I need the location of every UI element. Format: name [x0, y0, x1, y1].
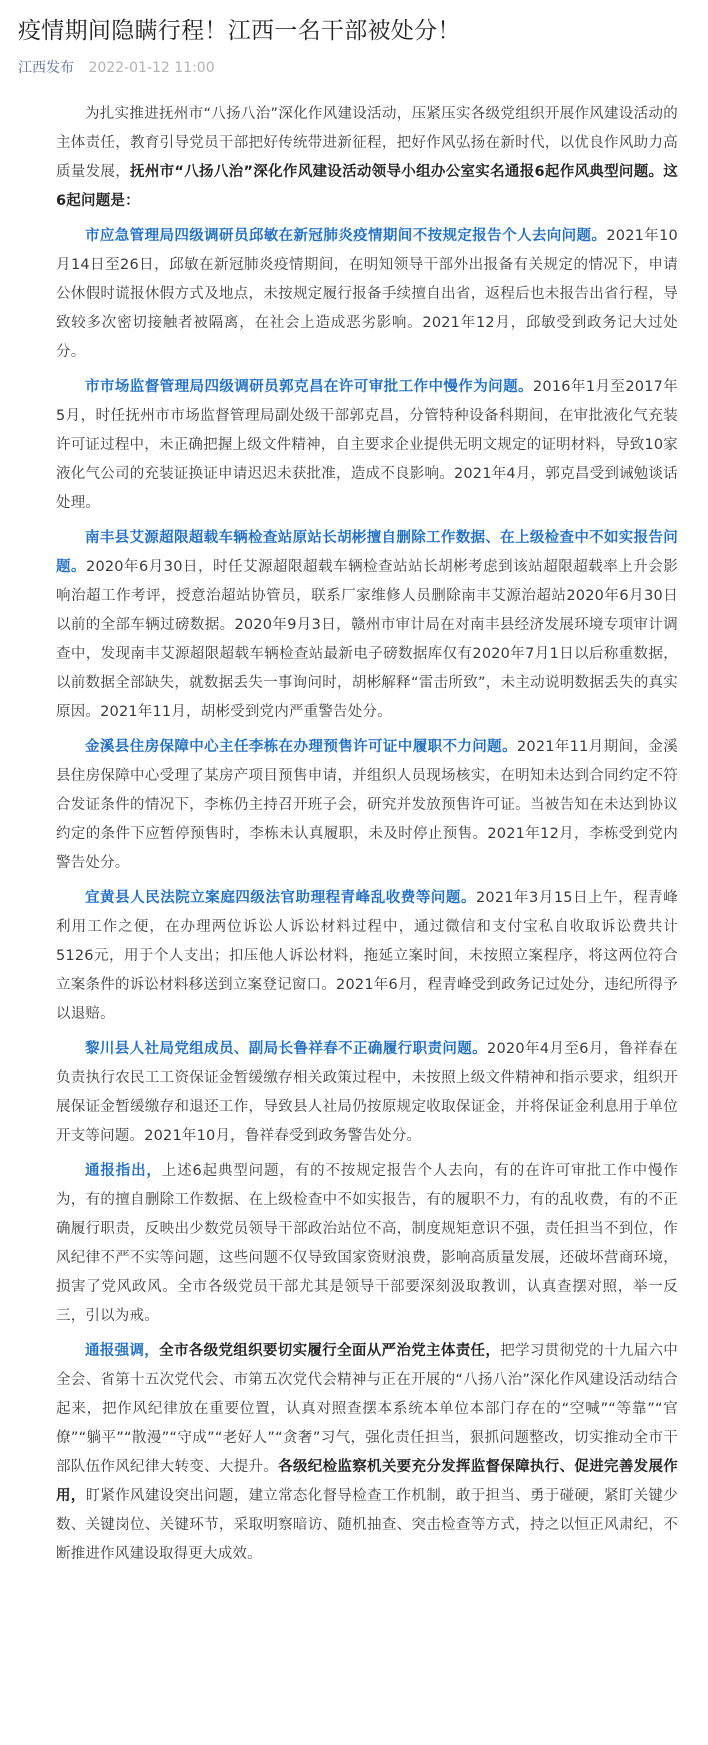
paragraph-text: 2021年3月15日上午，程青峰利用工作之便，在办理两位诉讼人诉讼材料过程中，通过微信和支付宝私自收取诉讼费共计5126元，用于个人支出；扣压他人诉讼材料，拖延立案时间，未按照立案程序，将这两位符合立案条件的诉讼材料移送到立案登记窗口。2021年6月，程青峰受到政务记过处分，违纪所得予以退赔。: [56, 890, 678, 1022]
paragraph-emphasis: 抚州市“八扬八治”深化作风建设活动领导小组办公室实名通报6起作风典型问题。这6起问题是：: [56, 164, 679, 209]
case-heading: 宜黄县人民法院立案庭四级法官助理程青峰乱收费等问题。: [85, 890, 476, 906]
notice-heading: 通报强调，: [85, 1343, 160, 1359]
paragraph-text: 2021年10月14日至26日，邱敏在新冠肺炎疫情期间，在明知领导干部外出报备有关规定的情况下，申请公休假时谎报休假方式及地点，未按规定履行报备手续擅自出省，返程后也未报告出省行程，导致较多次密切接触者被隔离，在社会上造成恶劣影响。2021年12月，邱敏受到政务记大过处分。: [56, 228, 678, 360]
article-meta: [18, 58, 690, 78]
paragraph: [56, 1035, 678, 1151]
paragraph-emphasis: 全市各级党组织要切实履行全面从严治党主体责任，: [159, 1343, 501, 1359]
case-heading: 市应急管理局四级调研员邱敏在新冠肺炎疫情期间不按规定报告个人去向问题。: [85, 228, 607, 244]
case-heading: 南丰县艾源超限超载车辆检查站原站长胡彬擅自删除工作数据、在上级检查中不如实报告问题。: [56, 530, 678, 575]
paragraph: [56, 1337, 678, 1569]
paragraph-text: 上述6起典型问题，有的不按规定报告个人去向，有的在许可审批工作中慢作为，有的擅自删除工作数据、在上级检查中不如实报告，有的履职不力，有的乱收费，有的不正确履行职责，反映出少数党员领导干部政治站位不高，制度规矩意识不强，责任担当不到位，作风纪律不严不实等问题，这些问题不仅导致国家资财浪费，影响高质量发展，还破坏营商环境，损害了党风政风。全市各级党员干部尤其是领导干部要深刻汲取教训，认真查摆对照，举一反三，引以为戒。: [56, 1163, 679, 1324]
paragraph-emphasis: 各级纪检监察机关要充分发挥监督保障执行、促进完善发展作用，: [56, 1459, 678, 1504]
paragraph: [56, 100, 678, 216]
paragraph: [56, 884, 678, 1029]
paragraph-text: 2020年6月30日，时任艾源超限超载车辆检查站站长胡彬考虑到该站超限超载率上升会影响治超工作考评，授意治超站协管员，联系厂家维修人员删除南丰艾源治超站2020年6月30日以前的全部车辆过磅数据。2020年9月3日，赣州市审计局在对南丰县经济发展环境专项审计调查中，发现南丰艾源超限超载车辆检查站最新电子磅数据库仅有2020年7月1日以后称重数据，以前数据全部缺失，就数据丢失一事询问时，胡彬解释“雷击所致”，未主动说明数据丢失的真实原因。2021年11月，胡彬受到党内严重警告处分。: [56, 559, 678, 720]
paragraph-text: 盯紧作风建设突出问题，建立常态化督导检查工作机制，敢于担当、勇于碰硬，紧盯关键少数、关键岗位、关键环节，采取明察暗访、随机抽查、突击检查等方式，持之以恒正风肃纪，不断推进作风建设取得更大成效。: [56, 1488, 678, 1562]
paragraph: [56, 1157, 678, 1331]
paragraph: [56, 222, 678, 367]
article-source-link[interactable]: 江西发布: [18, 60, 74, 76]
article-body: [18, 100, 690, 1569]
paragraph: [56, 524, 678, 727]
paragraph: [56, 373, 678, 518]
paragraph-text: 2016年1月至2017年5月，时任抚州市市场监督管理局副处级干部郭克昌，分管特种设备科期间，在审批液化气充装许可证过程中，未正确把握上级文件精神，自主要求企业提供无明文规定的证明材料，导致10家液化气公司的充装证换证申请迟迟未获批准，造成不良影响。2021年4月，郭克昌受到诫勉谈话处理。: [56, 379, 678, 511]
paragraph-text: 为扎实推进抚州市“八扬八治”深化作风建设活动，压紧压实各级党组织开展作风建设活动的主体责任，教育引导党员干部把好传统带进新征程，把好作风弘扬在新时代，以优良作风助力高质量发展，: [56, 106, 678, 180]
case-heading: 金溪县住房保障中心主任李栋在办理预售许可证中履职不力问题。: [85, 739, 517, 755]
case-heading: 黎川县人社局党组成员、副局长鲁祥春不正确履行职责问题。: [85, 1041, 488, 1057]
paragraph-text: 把学习贯彻党的十九届六中全会、省第十五次党代会、市第五次党代会精神与正在开展的“八扬八治”深化作风建设活动结合起来，把作风纪律放在重要位置，认真对照查摆本系统本单位本部门存在的“空喊”“等靠”“官僚”“躺平”“散漫”“守成”“老好人”“贪奢”习气，强化责任担当，狠抓问题整改，切实推动全市干部队伍作风纪律大转变、大提升。: [56, 1343, 678, 1475]
article-date: 2022-01-12 11:00: [88, 60, 215, 76]
notice-heading: 通报指出，: [85, 1163, 162, 1179]
case-heading: 市市场监督管理局四级调研员郭克昌在许可审批工作中慢作为问题。: [85, 379, 533, 395]
paragraph-text: 2021年11月期间，金溪县住房保障中心受理了某房产项目预售申请，并组织人员现场核实，在明知未达到合同约定不符合发证条件的情况下，李栋仍主持召开班子会，研究并发放预售许可证。当被告知在未达到协议约定的条件下应暂停预售时，李栋未认真履职，未及时停止预售。2021年12月，李栋受到党内警告处分。: [56, 739, 678, 871]
paragraph: [56, 733, 678, 878]
paragraph-text: 2020年4月至6月，鲁祥春在负责执行农民工工资保证金暂缓缴存相关政策过程中，未按照上级文件精神和指示要求，组织开展保证金暂缓缴存和退还工作，导致县人社局仍按原规定收取保证金，并将保证金利息用于单位开支等问题。2021年10月，鲁祥春受到政务警告处分。: [56, 1041, 678, 1144]
article-title: 疫情期间隐瞒行程！江西一名干部被处分！: [18, 18, 461, 44]
